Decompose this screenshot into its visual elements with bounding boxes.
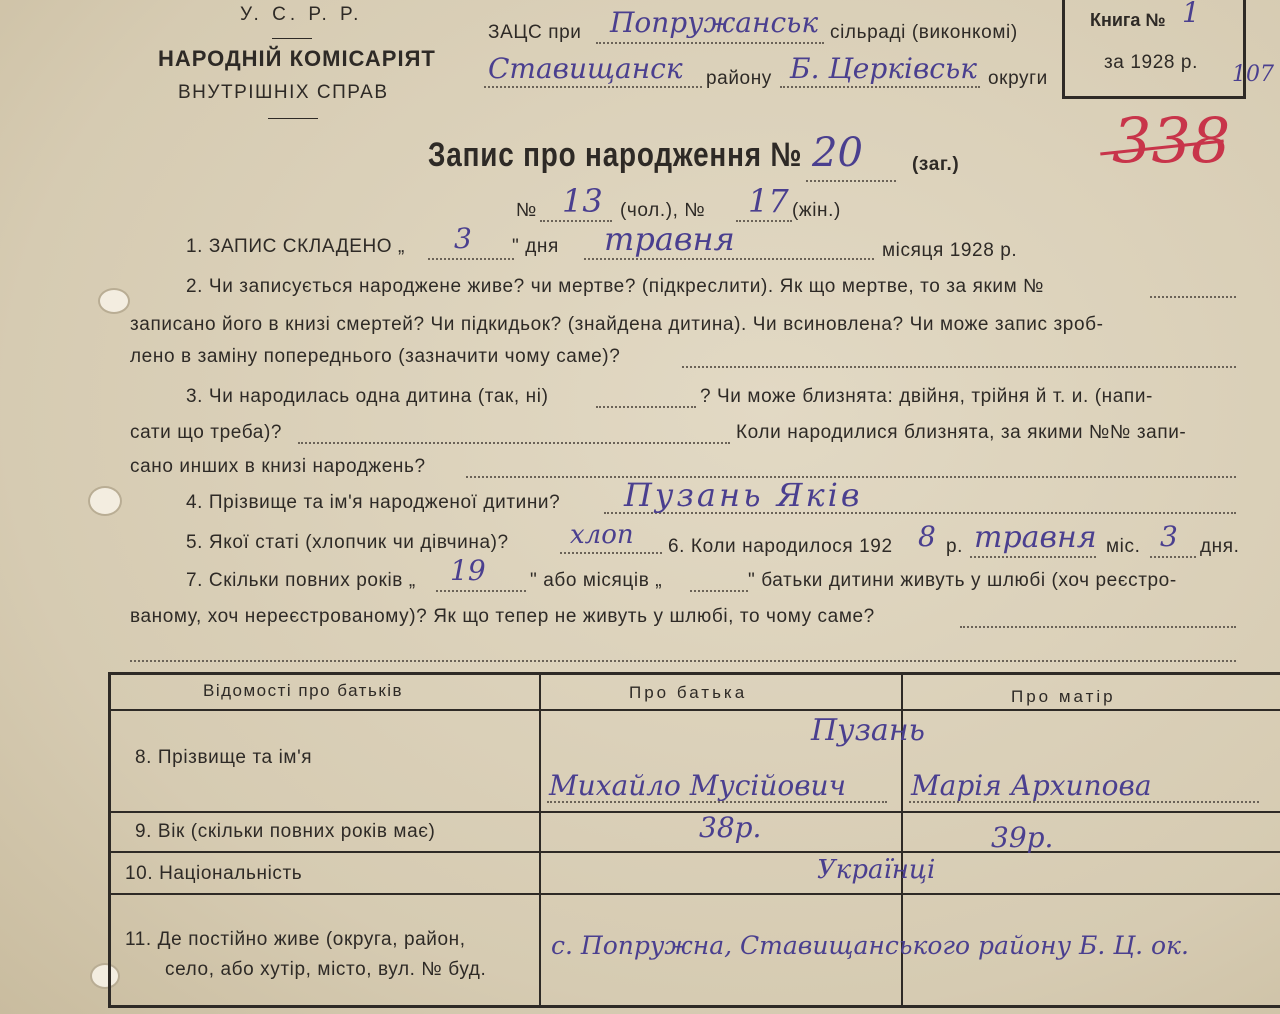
col-mother-header: Про матір: [1011, 687, 1116, 706]
col-father-header: Про батька: [629, 683, 748, 702]
record-title: Запис про народження №: [428, 136, 803, 174]
q1-month-line: [584, 258, 874, 260]
q6-label: 6. Коли народилося 192: [668, 536, 893, 557]
record-number-handwriting: 20: [812, 130, 863, 176]
q7-reason-line: [960, 626, 1236, 628]
q3-line3: сано инших в книзі народжень?: [130, 456, 426, 477]
female-number-line: [736, 220, 792, 222]
q1-month-suffix: місяця 1928 р.: [882, 240, 1018, 261]
row11-label-1: 11. Де постійно живе (округа, район,: [125, 929, 466, 950]
parents-table: [108, 672, 1280, 1008]
male-number-handwriting: 13: [562, 182, 603, 220]
q7-marriage-label: " батьки дитини живуть у шлюбі (хоч реєстро-: [748, 570, 1177, 591]
row10-label: 10. Національність: [125, 863, 303, 884]
q6-day-handwriting: 3: [1160, 520, 1178, 553]
row8-mother-line: [909, 801, 1259, 803]
female-number-handwriting: 17: [748, 182, 789, 220]
q3-line2b: Коли народилися близнята, за якими №№ запи-: [736, 422, 1187, 443]
q3-twins-line: [298, 442, 730, 444]
row8-surname-handwriting: Пузань: [811, 713, 925, 748]
q7-years-handwriting: 19: [450, 554, 486, 587]
district-handwriting: Ставищанск: [488, 52, 683, 85]
book-number-handwriting: 1: [1182, 0, 1200, 29]
q6-year-suffix: р.: [946, 536, 964, 557]
q6-month-suffix: міс.: [1106, 536, 1141, 557]
zags-village-handwriting: Попружанськ: [610, 6, 819, 39]
book-label: Книга №: [1090, 10, 1166, 30]
male-number-line: [540, 220, 612, 222]
table-row-divider: [111, 893, 1280, 895]
row10-handwriting: Українці: [817, 855, 936, 885]
q1-label: 1. ЗАПИС СКЛАДЕНО „: [186, 236, 405, 257]
q7-years-line: [436, 590, 526, 592]
punch-hole: [100, 290, 128, 312]
zags-village-line: [596, 42, 824, 44]
q5-line: [560, 552, 662, 554]
header-rule: [268, 118, 318, 119]
district-line: [484, 86, 702, 88]
q7-months-line: [690, 590, 748, 592]
col-parents-info-header: Відомості про батьків: [203, 681, 404, 700]
record-suffix: (заг.): [912, 154, 960, 175]
book-year: за 1928 р.: [1104, 52, 1198, 73]
q7-label: 7. Скільки повних років „: [186, 570, 416, 591]
q2-line2: записано його в книзі смертей? Чи підкидьок? (знайдена дитина). Чи всиновлена? Чи може запис зроб-: [130, 314, 1104, 335]
district-label: району: [706, 68, 772, 89]
q6-year-handwriting: 8: [918, 520, 936, 553]
commissariat-label: НАРОДНІЙ КОМІСАРІЯТ: [158, 46, 436, 71]
header-rule: [272, 38, 312, 39]
q6-day-suffix: дня.: [1200, 536, 1240, 557]
q3-single-line: [596, 406, 696, 408]
q7-reason-line-2: [130, 660, 1236, 662]
q2-number-line: [1150, 296, 1236, 298]
row8-father-line: [547, 801, 887, 803]
q3-line1a: 3. Чи народилась одна дитина (так, ні): [186, 386, 549, 407]
sub-number-label: №: [516, 200, 537, 221]
male-label: (чол.), №: [620, 200, 706, 221]
ministry-label: ВНУТРІШНІХ СПРАВ: [178, 82, 389, 103]
q1-day-suffix: " дня: [512, 236, 559, 257]
punch-hole: [90, 488, 120, 514]
table-row-divider: [111, 851, 1280, 853]
row11-handwriting: с. Попружна, Ставищанського району Б. Ц. ок.: [551, 931, 1189, 960]
zags-prefix: ЗАЦС при: [488, 22, 582, 43]
q3-line2a: сати що треба)?: [130, 422, 283, 443]
table-row-divider: [111, 811, 1280, 813]
okruha-label: округи: [988, 68, 1048, 89]
row11-label-2: село, або хутір, місто, вул. № буд.: [165, 959, 487, 980]
q7-line2: ваному, хоч нереєстрованому)? Як що тепер не живуть у шлюбі, то чому саме?: [130, 606, 875, 627]
red-number-handwriting: 338: [1112, 104, 1231, 177]
row8-mother-handwriting: Марія Архипова: [911, 769, 1152, 802]
okruha-handwriting: Б. Церківськ: [790, 52, 977, 85]
page-number-handwriting: 107: [1232, 62, 1274, 87]
q5-label: 5. Якої статі (хлопчик чи дівчина)?: [186, 532, 509, 553]
table-column-divider: [539, 675, 541, 1005]
zags-suffix: сільраді (виконкомі): [830, 22, 1018, 43]
record-number-line: [806, 180, 896, 182]
q7-months-label: " або місяців „: [530, 570, 663, 591]
okruha-line: [780, 86, 980, 88]
q2-line1: 2. Чи записується народжене живе? чи мертве? (підкреслити). Як що мертве, то за яким №: [186, 276, 1045, 297]
table-row-divider: [111, 709, 1280, 711]
q6-day-line: [1150, 556, 1196, 558]
q1-day-handwriting: 3: [454, 222, 472, 255]
row8-label: 8. Прізвище та ім'я: [135, 747, 313, 768]
q2-reason-line: [682, 366, 1236, 368]
q6-month-handwriting: травня: [974, 520, 1097, 555]
q6-month-line: [970, 556, 1096, 558]
row8-father-handwriting: Михайло Мусійович: [549, 769, 846, 802]
republic-label: У. С. Р. Р.: [240, 4, 363, 25]
q1-month-handwriting: травня: [604, 220, 735, 258]
row9-father-handwriting: 38р.: [699, 811, 762, 844]
female-label: (жін.): [792, 200, 841, 221]
row9-mother-handwriting: 39р.: [991, 821, 1054, 854]
q5-handwriting: хлоп: [570, 520, 634, 550]
row9-label: 9. Вік (скільки повних років має): [135, 821, 436, 842]
q3-line1b: ? Чи може близнята: двійня, трійня й т. и. (напи-: [700, 386, 1153, 407]
q1-day-line: [428, 258, 514, 260]
q4-label: 4. Прізвище та ім'я народженої дитини?: [186, 492, 561, 513]
q4-handwriting: Пузань Яків: [624, 476, 863, 514]
q2-line3: лено в заміну попереднього (зазначити чому саме)?: [130, 346, 621, 367]
